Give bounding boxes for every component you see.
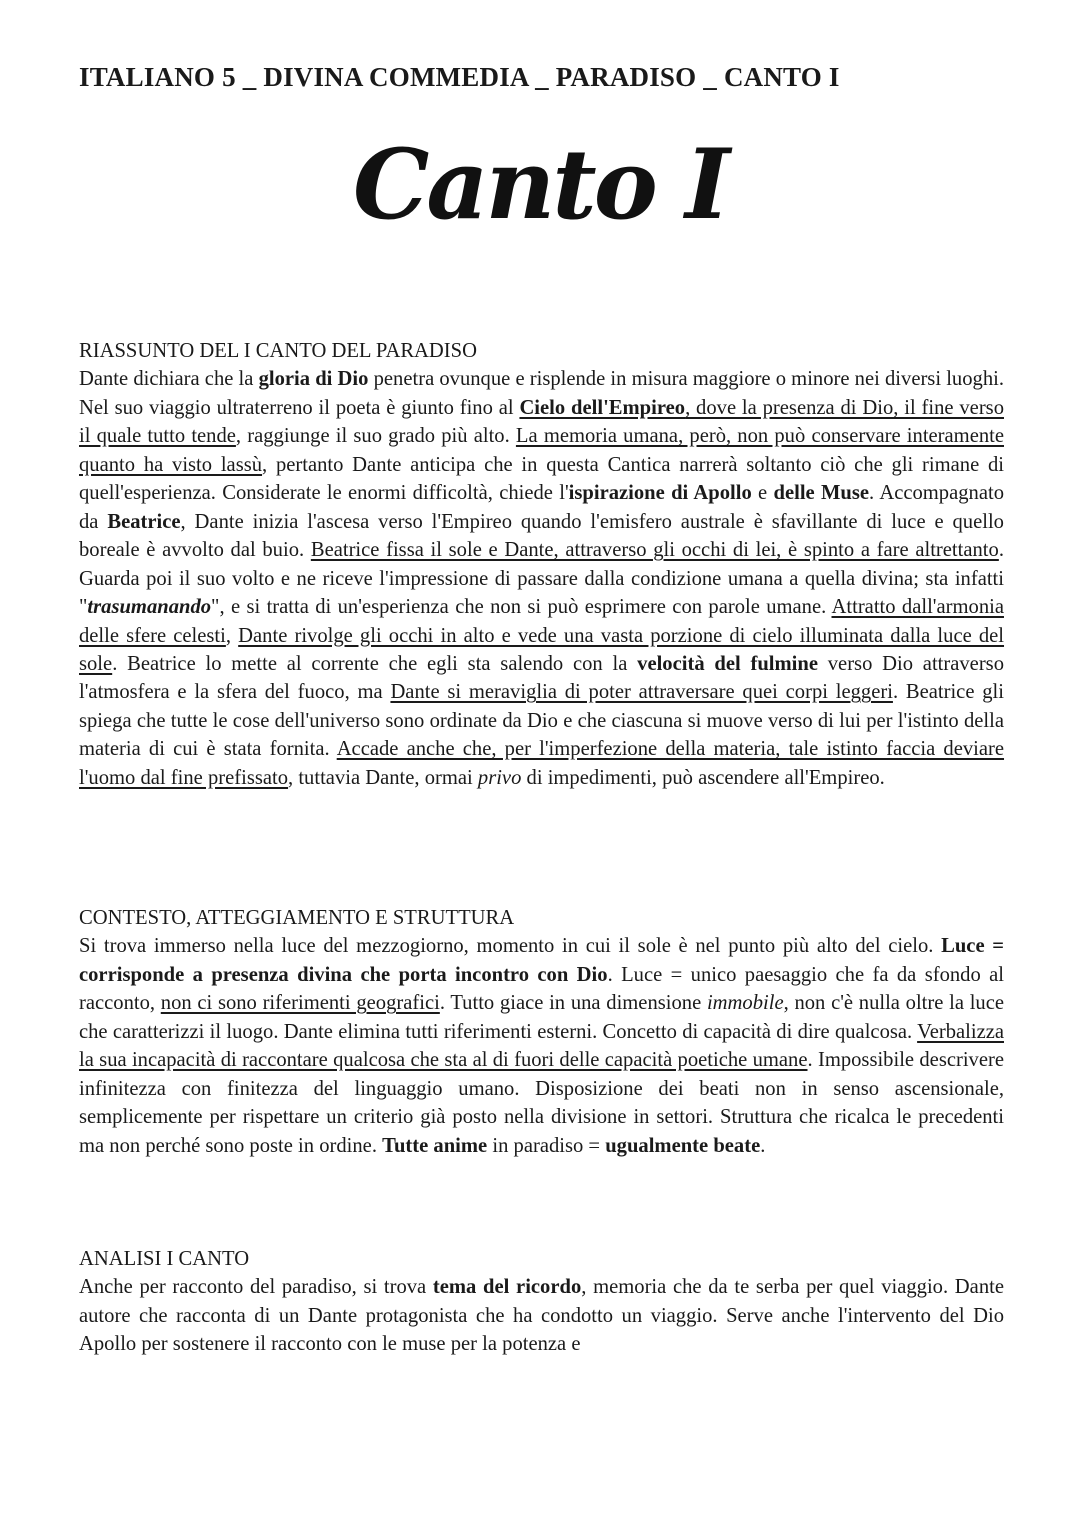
text-run: Cielo dell'Empireo bbox=[519, 396, 686, 419]
text-run: trasumanando bbox=[87, 596, 212, 619]
text-run: . Luce = unico paesaggio che fa da sfondo al racconto, bbox=[79, 963, 1005, 1015]
text-run: , pertanto Dante anticipa che in questa Cantica narrerà soltanto ciò che gli rimane di quell'esperienza. Considerate le enormi difficoltà, chiede l' bbox=[79, 453, 1004, 505]
text-run: di impedimenti, può ascendere all'Empireo. bbox=[521, 766, 885, 789]
text-run: , memoria che da te serba per quel viaggio. Dante autore che racconta di un Dante protagonista che ha condotto un viaggio. Serve anche l'intervento del Dio Apollo per sostenere il racconto con le muse per la potenza e bbox=[79, 1276, 1004, 1356]
text-run: , non c'è nulla oltre la luce che caratterizzi il luogo. Dante elimina tutti riferimenti esterni. Concetto di capacità di dire qualcosa. bbox=[79, 992, 1005, 1043]
text-run: . Guarda poi il suo volto e ne riceve l'impressione di passare dalla condizione umana a quella divina; sta infatti " bbox=[79, 539, 1004, 619]
text-run: Beatrice fissa il sole e Dante, attraverso gli occhi di lei, è spinto a fare altrettanto bbox=[310, 539, 999, 562]
text-run: immobile bbox=[706, 992, 784, 1015]
text-run: Dante rivolge gli occhi in alto e vede una vasta porzione di cielo illuminata dalla luce del sole bbox=[79, 624, 1005, 675]
text-run: tema del ricordo bbox=[432, 1276, 582, 1299]
text-run: Si trova immerso nella luce del mezzogiorno, momento in cui il sole è nel punto più alto del cielo. bbox=[79, 935, 942, 958]
text-run: . bbox=[760, 1134, 766, 1157]
text-run: Verbalizza la sua incapacità di raccontare qualcosa che sta al di fuori delle capacità poetiche umane bbox=[79, 1020, 1004, 1072]
text-run: , dove la presenza di Dio, il fine verso il quale tutto tende bbox=[79, 396, 1004, 448]
text-run: ugualmente beate bbox=[605, 1134, 761, 1157]
section-body bbox=[79, 1273, 1004, 1358]
text-run: . Impossibile descrivere infinitezza con finitezza del linguaggio umano. Disposizione dei beati non in senso ascensionale, semplicemente per rispettare un criterio già posto nella divisione in settori. Struttura che ricalca le precedenti ma non perché sono poste in ordine. bbox=[79, 1049, 1004, 1157]
text-run: Dante si meraviglia di poter attraversare quei corpi leggeri bbox=[390, 681, 893, 704]
text-run: . Tutto giace in una dimensione bbox=[439, 992, 707, 1015]
document-header: ITALIANO 5 _ DIVINA COMMEDIA _ PARADISO _ CANTO I bbox=[79, 62, 840, 92]
text-run: . Accompagnato da bbox=[79, 482, 1004, 533]
text-run: gloria di Dio bbox=[258, 368, 369, 391]
text-run: . Beatrice gli spiega che tutte le cose dell'universo sono ordinate da Dio e che ciascuna si muove verso di lui per l'istinto della materia di cui è stata fornita. bbox=[79, 681, 1004, 761]
section-body bbox=[79, 932, 1004, 1160]
text-run: ", e si tratta di un'esperienza che non si può esprimere con parole umane. bbox=[211, 596, 832, 619]
text-run: , bbox=[225, 624, 239, 647]
text-run: , raggiunge il suo grado più alto. bbox=[235, 425, 516, 448]
text-run: La memoria umana, però, non può conservare interamente quanto ha visto lassù bbox=[79, 425, 1004, 476]
text-run: delle Muse bbox=[773, 482, 870, 505]
text-run: non ci sono riferimenti geografici bbox=[160, 992, 440, 1015]
text-run: verso Dio attraverso l'atmosfera e la sfera del fuoco, ma bbox=[79, 652, 1004, 704]
section-heading: ANALISI I CANTO bbox=[79, 1248, 250, 1270]
text-run: Anche per racconto del paradiso, si trova bbox=[79, 1276, 433, 1299]
text-run: privo bbox=[477, 766, 522, 789]
text-run: Beatrice bbox=[107, 510, 181, 533]
text-run: Luce = corrisponde a presenza divina che porta incontro con Dio bbox=[79, 935, 1005, 986]
section-body bbox=[79, 365, 1004, 792]
page-title: Canto I bbox=[352, 128, 728, 241]
section-heading: CONTESTO, ATTEGGIAMENTO E STRUTTURA bbox=[79, 907, 515, 929]
text-run: . Beatrice lo mette al corrente che egli sta salendo con la bbox=[112, 652, 638, 675]
text-run: , Dante inizia l'ascesa verso l'Empireo quando l'emisfero australe è sfavillante di luce e quello boreale è avvolto dal buio. bbox=[79, 510, 1004, 562]
text-run: velocità del fulmine bbox=[637, 652, 818, 675]
section-contesto bbox=[79, 904, 1004, 1160]
section-analisi bbox=[79, 1245, 1004, 1359]
text-run: Tutte anime bbox=[382, 1134, 488, 1157]
section-heading: RIASSUNTO DEL I CANTO DEL PARADISO bbox=[79, 340, 477, 362]
text-run: Attratto dall'armonia delle sfere celesti bbox=[79, 596, 1004, 647]
text-run: in paradiso = bbox=[487, 1134, 606, 1157]
text-run: ispirazione di Apollo bbox=[568, 482, 752, 505]
text-run: Dante dichiara che la bbox=[79, 368, 259, 391]
text-run: , tuttavia Dante, ormai bbox=[288, 766, 478, 789]
text-run: e bbox=[751, 482, 774, 505]
section-riassunto bbox=[79, 337, 1004, 792]
text-run: Accade anche che, per l'imperfezione della materia, tale istinto faccia deviare l'uomo dal fine prefissato bbox=[79, 738, 1005, 789]
text-run: penetra ovunque e risplende in misura maggiore o minore nei diversi luoghi. Nel suo viaggio ultraterreno il poeta è giunto fino al bbox=[79, 368, 1004, 419]
